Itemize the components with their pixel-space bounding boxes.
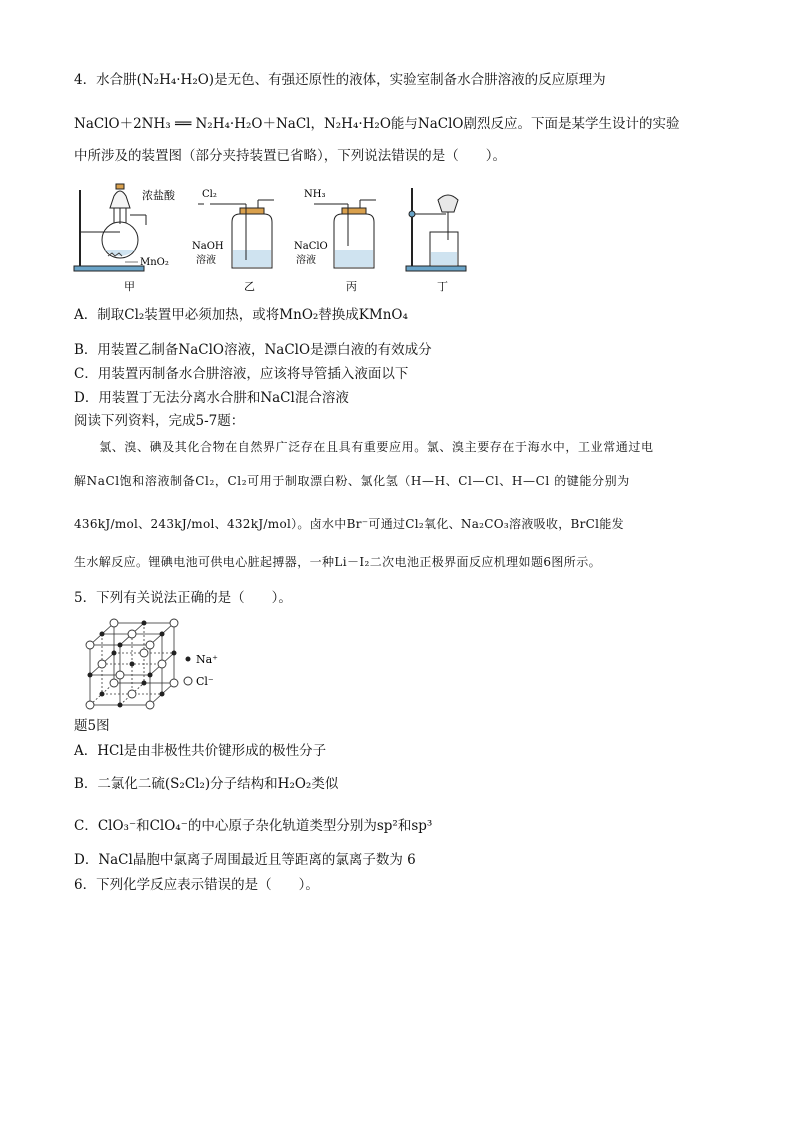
- reading-paragraph-line1: 氯、溴、碘及其化合物在自然界广泛存在且具有重要应用。氯、溴主要存在于海水中，工业常通过电: [74, 440, 654, 454]
- label-jia: 甲: [124, 280, 135, 293]
- reading-intro: 阅读下列资料，完成5-7题：: [74, 413, 245, 429]
- yi-solution-label-1: NaOH: [192, 241, 224, 252]
- q4-stem-line2: NaClO＋2NH₃ ══ N₂H₄·H₂O＋NaCl，N₂H₄·H₂O能与NaClO剧烈反应。下面是某学生设计的实验: [74, 116, 680, 132]
- jia-reagent-label: 浓盐酸: [142, 189, 175, 202]
- q4-option-c: C．用装置丙制备水合肼溶液，应该将导管插入液面以下: [74, 366, 409, 382]
- apparatus-jia: [74, 184, 146, 271]
- q4-option-b: B．用装置乙制备NaClO溶液，NaClO是漂白液的有效成分: [74, 342, 432, 358]
- q4-apparatus-figure: [70, 170, 470, 298]
- q5-option-c: C．ClO₃⁻和ClO₄⁻的中心原子杂化轨道类型分别为sp²和sp³: [74, 818, 433, 834]
- q5-stem: 5．下列有关说法正确的是（ ）。: [74, 590, 292, 606]
- reading-paragraph-line3: 436kJ/mol、243kJ/mol、432kJ/mol）。卤水中Br⁻可通过Cl₂氧化、Na₂CO₃溶液吸收，BrCl能发: [74, 517, 624, 531]
- q5-option-d: D．NaCl晶胞中氯离子周围最近且等距离的氯离子数为 6: [74, 852, 416, 868]
- reading-paragraph-line2: 解NaCl饱和溶液制备Cl₂，Cl₂可用于制取漂白粉、氯化氢（H—H、Cl—Cl、H—Cl 的键能分别为: [74, 474, 630, 488]
- bing-solution-label-2: 溶液: [296, 255, 316, 266]
- q5-option-b: B．二氯化二硫(S₂Cl₂)分子结构和H₂O₂类似: [74, 776, 339, 792]
- apparatus-ding: [406, 188, 466, 271]
- legend-cl-label: Cl⁻: [196, 675, 214, 688]
- bing-solution-label-1: NaClO: [294, 241, 328, 252]
- q6-stem: 6．下列化学反应表示错误的是（ ）。: [74, 877, 319, 893]
- label-bing: 丙: [346, 280, 357, 293]
- nacl-crystal-figure: [84, 617, 254, 717]
- q5-figure-caption: 题5图: [74, 718, 110, 734]
- yi-gas-label: Cl₂: [202, 189, 217, 200]
- label-ding: 丁: [437, 280, 448, 293]
- reading-paragraph-line4: 生水解反应。锂碘电池可供电心脏起搏器，一种Li－I₂二次电池正极界面反应机理如题6图所示。: [74, 555, 601, 569]
- q4-stem-line1: 4．水合肼(N₂H₄·H₂O)是无色、有强还原性的液体，实验室制备水合肼溶液的反应原理为: [74, 72, 606, 88]
- q4-option-d: D．用装置丁无法分离水合肼和NaCl混合溶液: [74, 390, 349, 406]
- label-yi: 乙: [244, 280, 255, 293]
- apparatus-bing: [314, 200, 376, 268]
- q4-option-a: A．制取Cl₂装置甲必须加热，或将MnO₂替换成KMnO₄: [74, 307, 408, 323]
- q5-option-a: A．HCl是由非极性共价键形成的极性分子: [74, 743, 327, 759]
- legend-na-label: Na⁺: [196, 653, 218, 666]
- q4-stem-line3: 中所涉及的装置图（部分夹持装置已省略），下列说法错误的是（ ）。: [74, 148, 506, 164]
- bing-gas-label: NH₃: [304, 189, 326, 200]
- jia-solid-label: MnO₂: [140, 257, 169, 268]
- yi-solution-label-2: 溶液: [196, 255, 216, 266]
